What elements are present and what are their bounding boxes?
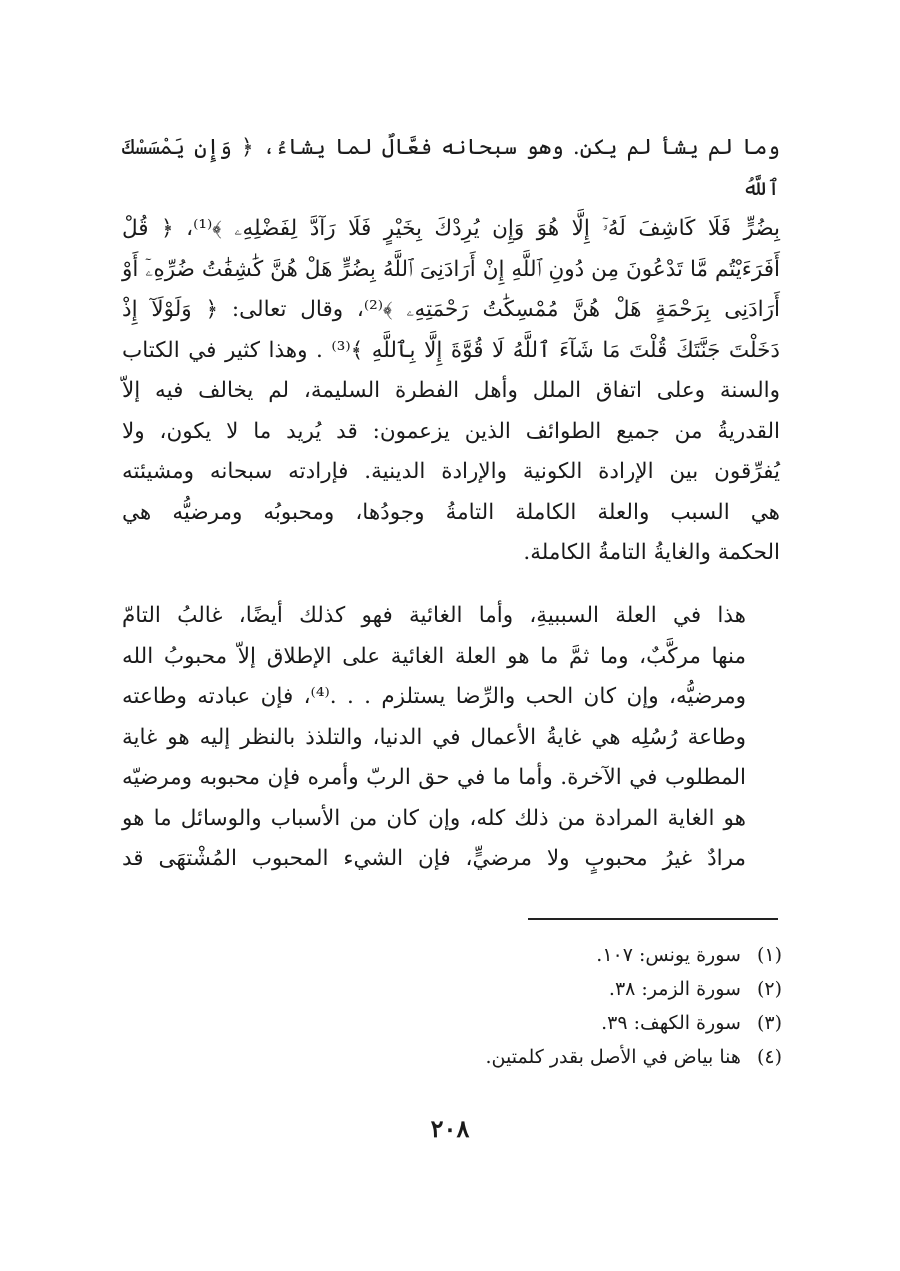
footnote-number: (١) <box>756 944 782 966</box>
footnote-item <box>300 938 782 972</box>
footnote-text: هنا بياض في الأصل بقدر كلمتين. <box>485 1046 741 1068</box>
paragraph-2 <box>122 596 780 880</box>
footnote-item <box>300 1040 782 1074</box>
text-line: مرادٌ غيرُ محبوبٍ ولا مرضيٍّ، فإن الشيء المحبوب المُشْتهَى قد <box>122 846 746 871</box>
text-line: بِضُرٍّ فَلَا كَاشِفَ لَهُۥٓ إِلَّا هُوَ وَإِن يُرِدْكَ بِخَيْرٍ فَلَا رَآدَّ لِفَضْلِهِۦ ﴾⁽¹⁾، ﴿ قُلْ <box>122 216 780 241</box>
text-line: أَفَرَءَيْتُم مَّا تَدْعُونَ مِن دُونِ ٱللَّهِ إِنْ أَرَادَنِىَ ٱللَّهُ بِضُرٍّ هَلْ هُنَّ كَٰشِفَٰتُ ضُرِّهِۦٓ أَوْ <box>122 256 780 282</box>
footnote-number: (٤) <box>756 1046 782 1068</box>
text-line: منها مركَّبٌ، وما ثمَّ ما هو العلة الغائية على الإطلاق إلاّ محبوبُ الله <box>122 643 746 669</box>
text-line: هي السبب والعلة الكاملة التامةُ وجودُها، ومحبوبُه ومرضيُّه هي <box>122 499 780 525</box>
text-line: الحكمة والغايةُ التامةُ الكاملة. <box>523 540 780 565</box>
footnote-text: سورة الكهف: ٣٩. <box>601 1012 741 1034</box>
text-line: هو الغاية المرادة من ذلك كله، وإن كان من الأسباب والوسائل ما هو <box>122 805 746 831</box>
text-line: وطاعة رُسُلِه هي غايةُ الأعمال في الدنيا، والتلذذ بالنظر إليه هو غاية <box>122 724 746 750</box>
text-line: يُفرِّقون بين الإرادة الكونية والإرادة الدينية. فإرادته سبحانه ومشيئته <box>122 459 780 484</box>
footnote-text: سورة الزمر: ٣٨. <box>608 978 741 1000</box>
text-line: دَخَلْتَ جَنَّتَكَ قُلْتَ مَا شَآءَ ٱللَّهُ لَا قُوَّةَ إِلَّا بِٱللَّهِ ﴾⁽³⁾ . وهذا كثير في الكتاب <box>122 337 780 363</box>
page-number: ٢٠٨ <box>430 1114 470 1143</box>
text-line: المطلوب في الآخرة. وأما ما في حق الربّ وأمره فإن محبوبه ومرضيّه <box>122 765 746 790</box>
text-line: هذا في العلة السببيةِ، وأما الغائية فهو كذلك أيضًا، غالبُ التامّ <box>122 603 746 628</box>
footnote-number: (٣) <box>756 1012 782 1034</box>
text-line: وما لم يشأ لم يكن. وهو سبحانه فعَّالٌ لما يشاءُ، ﴿ وَإِن يَمْسَسْكَ ٱللَّهُ <box>122 135 780 201</box>
footnote-number: (٢) <box>756 978 782 1000</box>
footnote-text: سورة يونس: ١٠٧. <box>596 944 741 966</box>
text-line: ومرضيُّه، وإن كان الحب والرِّضا يستلزم . . .⁽⁴⁾، فإن عبادته وطاعته <box>122 684 746 709</box>
text-line: والسنة وعلى اتفاق الملل وأهل الفطرة السليمة، لم يخالف فيه إلاّ <box>122 378 780 403</box>
footnote-item <box>300 972 782 1006</box>
footnotes <box>300 938 782 1074</box>
text-line: القدريةُ من جميع الطوائف الذين يزعمون: قد يُريد ما لا يكون، ولا <box>122 418 780 444</box>
paragraph-1 <box>122 128 780 574</box>
text-line: أَرَادَنِى بِرَحْمَةٍ هَلْ هُنَّ مُمْسِكَٰتُ رَحْمَتِهِۦ ﴾⁽²⁾، وقال تعالى: ﴿ وَلَوْلَآ إِذْ <box>122 297 781 322</box>
footnote-divider <box>528 918 778 920</box>
footnote-item <box>300 1006 782 1040</box>
